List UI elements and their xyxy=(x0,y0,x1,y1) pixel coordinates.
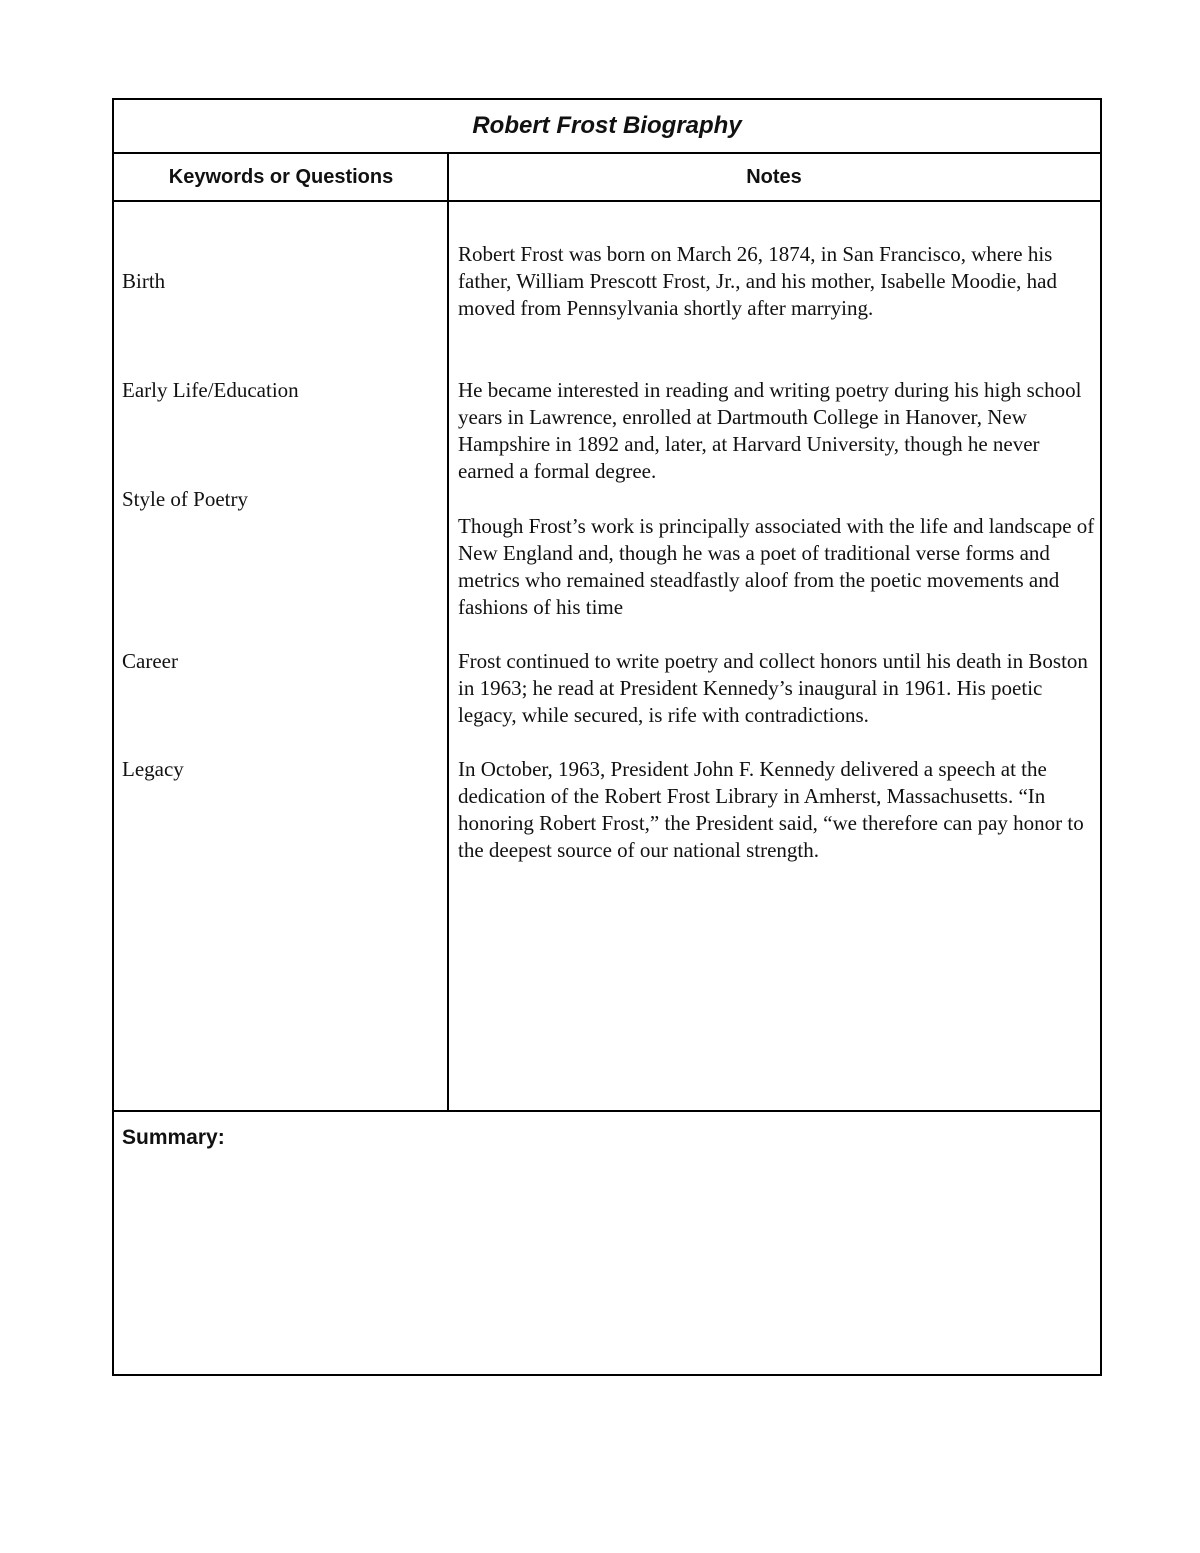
keyword-birth: Birth xyxy=(122,269,166,293)
note-style-of-poetry: Though Frost’s work is principally associated with the life and landscape of New England and, though he was a poet of traditional verse forms and metrics who remained steadfastly aloof from the poetic movements and fashions of his time xyxy=(458,514,1095,619)
summary-section xyxy=(114,1112,1100,1374)
keywords-column-header: Keywords or Questions xyxy=(168,165,394,188)
document-title: Robert Frost Biography xyxy=(472,112,742,139)
note-early-life-education: He became interested in reading and writing poetry during his high school years in Lawrence, enrolled at Dartmouth College in Hanover, New Hampshire in 1892 and, later, at Harvard University, though he never earned a formal degree. xyxy=(458,378,1082,483)
keyword-style-of-poetry: Style of Poetry xyxy=(122,487,248,511)
cornell-notes-table xyxy=(112,98,1102,1376)
title-row xyxy=(114,100,1100,154)
keyword-early-life-education: Early Life/Education xyxy=(122,378,299,402)
note-birth: Robert Frost was born on March 26, 1874, in San Francisco, where his father, William Prescott Frost, Jr., and his mother, Isabelle Moodie, had moved from Pennsylvania shortly after marrying. xyxy=(458,242,1057,320)
notes-body xyxy=(114,202,1100,1112)
notes-column-header: Notes xyxy=(746,165,802,188)
summary-label: Summary: xyxy=(122,1126,225,1149)
note-legacy: In October, 1963, President John F. Kennedy delivered a speech at the dedication of the Robert Frost Library in Amherst, Massachusetts. “In honoring Robert Frost,” the President said, “we therefore can pay honor to the deepest source of our national strength. xyxy=(458,757,1084,862)
column-header-row xyxy=(114,154,1100,202)
keyword-career: Career xyxy=(122,649,178,673)
keyword-legacy: Legacy xyxy=(122,757,184,781)
note-career: Frost continued to write poetry and collect honors until his death in Boston in 1963; he read at President Kennedy’s inaugural in 1961. His poetic legacy, while secured, is rife with contradictions. xyxy=(458,649,1088,727)
